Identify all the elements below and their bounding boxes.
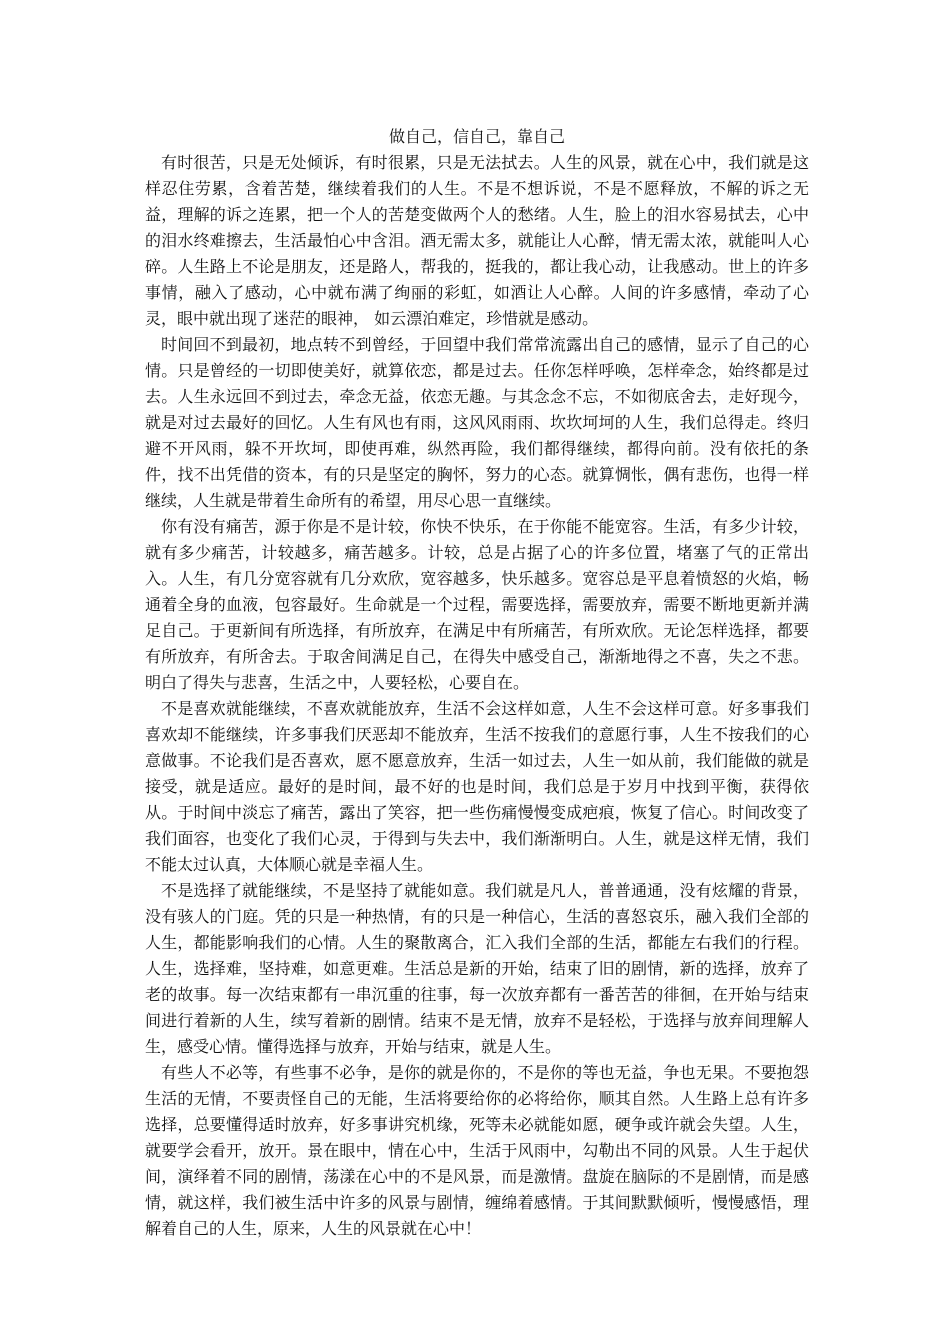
paragraph-1: 有时很苦，只是无处倾诉，有时很累，只是无法拭去。人生的风景，就在心中，我们就是这样忍住劳累，含着苦楚，继续着我们的人生。不是不想诉说，不是不愿释放，不解的诉之无益，理解的诉之连累，把一个人的苦楚变做两个人的愁绪。人生，脸上的泪水容易拭去，心中的泪水终难擦去，生活最怕心中含泪。酒无需太多，就能让人心醉，情无需太浓，就能叫人心碎。人生路上不论是朋友，还是路人，帮我的，挺我的，都让我心动，让我感动。世上的许多事情，融入了感动，心中就布满了绚丽的彩虹，如酒让人心醉。人间的许多感情，牵动了心灵，眼中就出现了迷茫的眼神， 如云漂泊难定，珍惜就是感动。 (145, 153, 809, 328)
paragraph-2: 时间回不到最初，地点转不到曾经，于回望中我们常常流露出自己的感情，显示了自己的心情。只是曾经的一切即使美好，就算依恋，都是过去。任你怎样呼唤，怎样牵念，始终都是过去。人生永远回不到过去，牵念无益，依恋无趣。与其念念不忘，不如彻底舍去，走好现今，就是对过去最好的回忆。人生有风也有雨，这风风雨雨、坎坎坷坷的人生，我们总得走。终归避不开风雨，躲不开坎坷，即使再难，纵然再险，我们都得继续，都得向前。没有依托的条件，找不出凭借的资本，有的只是坚定的胸怀，努力的心态。就算惆怅，偶有悲伤，也得一样继续，人生就是带着生命所有的希望，用尽心思一直继续。 (145, 335, 809, 510)
paragraph-5: 不是选择了就能继续，不是坚持了就能如意。我们就是凡人，普普通通，没有炫耀的背景，没有骇人的门庭。凭的只是一种热情，有的只是一种信心，生活的喜怒哀乐，融入我们全部的人生，都能影响我们的心情。人生的聚散离合，汇入我们全部的生活，都能左右我们的行程。人生，选择难，坚持难，如意更难。生活总是新的开始，结束了旧的剧情，新的选择，放弃了老的故事。每一次结束都有一串沉重的往事，每一次放弃都有一番苦苦的徘徊，在开始与结束间进行着新的人生，续写着新的剧情。结束不是无情，放弃不是轻松，于选择与放弃间理解人生，感受心情。懂得选择与放弃，开始与结束，就是人生。 (145, 881, 809, 1056)
document-body (145, 124, 809, 1242)
paragraph-6: 有些人不必等，有些事不必争，是你的就是你的，不是你的等也无益，争也无果。不要抱怨生活的无情，不要责怪自己的无能，生活将要给你的必将给你，顺其自然。人生路上总有许多选择，总要懂得适时放弃，好多事讲究机缘，死等未必就能如愿，硬争或许就会失望。人生，就要学会看开，放开。景在眼中，情在心中，生活于风雨中，勾勒出不同的风景。人生于起伏间，演绎着不同的剧情，荡漾在心中的不是风景，而是激情。盘旋在脑际的不是剧情，而是感情，就这样，我们被生活中许多的风景与剧情，缠绵着感情。于其间默默倾听，慢慢感悟，理解着自己的人生，原来，人生的风景就在心中！ (145, 1063, 809, 1238)
paragraph-4: 不是喜欢就能继续，不喜欢就能放弃，生活不会这样如意，人生不会这样可意。好多事我们喜欢却不能继续，许多事我们厌恶却不能放弃，生活不按我们的意愿行事，人生不按我们的心意做事。不论我们是否喜欢，愿不愿意放弃，生活一如过去，人生一如从前，我们能做的就是接受，就是适应。最好的是时间，最不好的也是时间，我们总是于岁月中找到平衡，获得依从。于时间中淡忘了痛苦，露出了笑容，把一些伤痛慢慢变成疤痕，恢复了信心。时间改变了我们面容，也变化了我们心灵，于得到与失去中，我们渐渐明白。人生，就是这样无情，我们不能太过认真，大体顺心就是幸福人生。 (145, 699, 809, 874)
document-title: 做自己，信自己，靠自己 (388, 127, 565, 146)
paragraph-3: 你有没有痛苦，源于你是不是计较，你快不快乐，在于你能不能宽容。生活，有多少计较，就有多少痛苦，计较越多，痛苦越多。计较，总是占据了心的许多位置，堵塞了气的正常出入。人生，有几分宽容就有几分欢欣，宽容越多，快乐越多。宽容总是平息着愤怒的火焰，畅通着全身的血液，包容最好。生命就是一个过程，需要选择，需要放弃，需要不断地更新并满足自己。于更新间有所选择，有所放弃，在满足中有所痛苦，有所欢欣。无论怎样选择，都要有所放弃，有所舍去。于取舍间满足自己，在得失中感受自己，渐渐地得之不喜，失之不悲。明白了得失与悲喜，生活之中，人要轻松，心要自在。 (145, 517, 809, 692)
